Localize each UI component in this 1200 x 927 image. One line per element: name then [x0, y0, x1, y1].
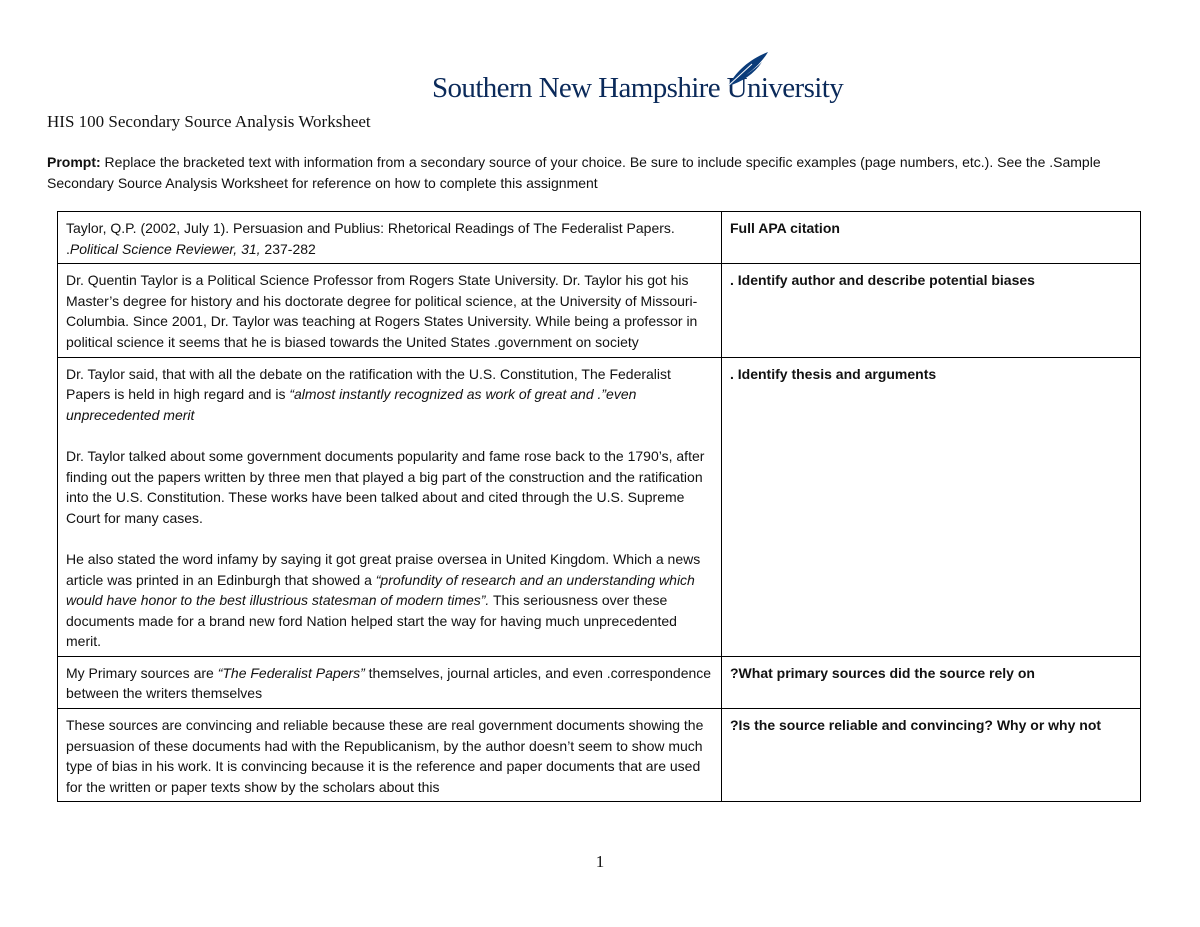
table-row	[58, 212, 1141, 264]
thesis-cell	[58, 357, 722, 656]
table-row	[58, 709, 1141, 802]
thesis-paragraph: Dr. Taylor said, that with all the debate on the ratification with the U.S. Constitution, The Federalist Papers is held in high regard and is “almost instantly recognized as work of great and .”even unprecedented merit	[66, 365, 671, 423]
prompt-paragraph	[47, 152, 1157, 194]
feather-icon	[722, 50, 770, 90]
table-row	[58, 656, 1141, 708]
prompt-text: Replace the bracketed text with information from a secondary source of your choice. Be sure to include specific examples (page numbers, etc.). See the .Sample Secondary Source Analysis Worksheet for reference on how to complete this assignment	[47, 154, 1101, 191]
row-label: Full APA citation	[722, 212, 1141, 264]
thesis-paragraph: Dr. Taylor talked about some government documents popularity and fame rose back to the 1790’s, after finding out the papers written by three men that played a big part of the construction and the ratification into the U.S. Constitution. These works have been talked about and cited through the U.S. Supreme Court for many cases.	[66, 447, 705, 526]
primary-sources-cell: My Primary sources are “The Federalist Papers” themselves, journal articles, and even .correspondence between the writers themselves	[58, 656, 722, 708]
row-label: . Identify thesis and arguments	[722, 357, 1141, 656]
reliability-cell: These sources are convincing and reliable because these are real government documents showing the persuasion of these documents had with the Republicanism, by the author doesn’t seem to show much type of bias in his work. It is convincing because it is the reference and paper documents that are used for the written or paper texts show by the scholars about this	[58, 709, 722, 802]
row-label: ?What primary sources did the source rely on	[722, 656, 1141, 708]
logo-text: Southern New Hampshire University	[432, 72, 844, 104]
worksheet-title: HIS 100 Secondary Source Analysis Worksheet	[47, 112, 371, 131]
table-row	[58, 357, 1141, 656]
table-row	[58, 264, 1141, 357]
prompt-label: Prompt:	[47, 154, 101, 170]
page-number: 1	[595, 852, 605, 871]
author-bias-cell: Dr. Quentin Taylor is a Political Science Professor from Rogers State University. Dr. Taylor his got his Master’s degree for history and his doctorate degree for political science, at the University of Missouri-Columbia. Since 2001, Dr. Taylor was teaching at Rogers States University. While being a professor in political science it seems that he is biased towards the United States .government on society	[58, 264, 722, 357]
row-label: . Identify author and describe potential biases	[722, 264, 1141, 357]
row-label: ?Is the source reliable and convincing? Why or why not	[722, 709, 1141, 802]
citation-cell: Taylor, Q.P. (2002, July 1). Persuasion and Publius: Rhetorical Readings of The Federalist Papers. .Political Science Reviewer, 31, 237-282	[58, 212, 722, 264]
analysis-table	[57, 211, 1141, 802]
thesis-paragraph: He also stated the word infamy by saying it got great praise oversea in United Kingdom. Which a news article was printed in an Edinburgh that showed a “profundity of research and an understanding which would have honor to the best illustrious statesman of modern times”. This seriousness over these documents made for a brand new ford Nation helped start the way for having much unprecedented merit.	[66, 550, 701, 650]
university-logo	[432, 50, 844, 106]
